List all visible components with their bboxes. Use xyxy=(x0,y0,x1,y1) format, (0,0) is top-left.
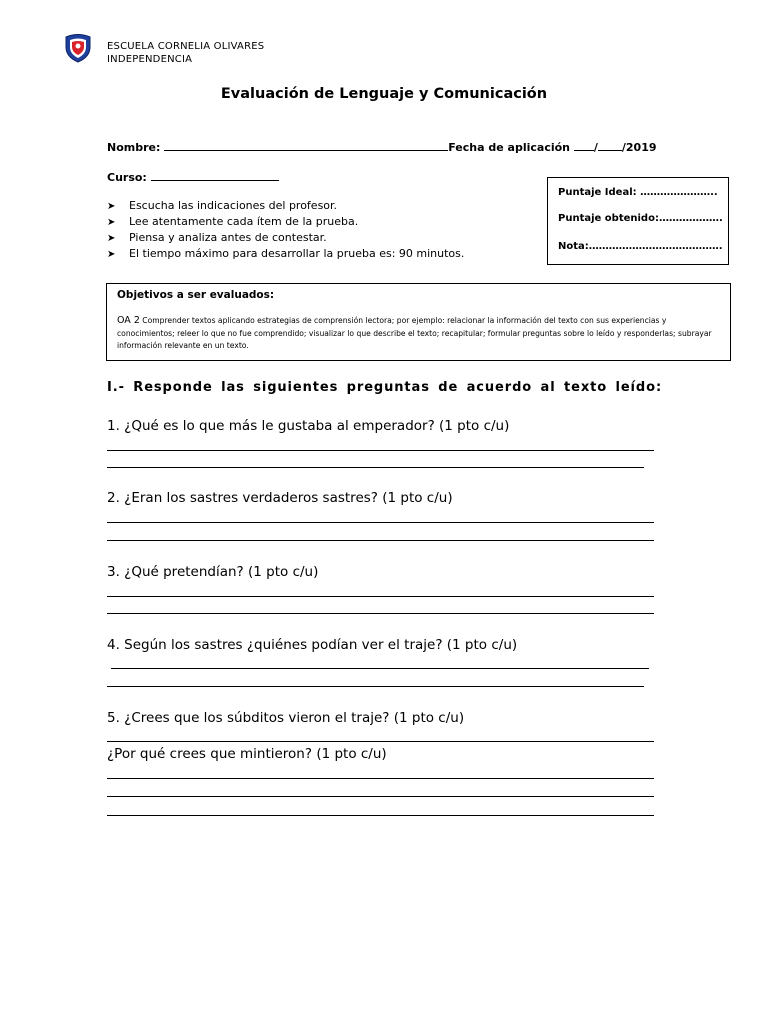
instruction-text: Escucha las indicaciones del profesor. xyxy=(129,199,338,212)
school-crest-icon xyxy=(64,33,92,63)
answer-line[interactable] xyxy=(107,522,654,523)
answer-line[interactable] xyxy=(107,815,654,816)
objectives-title: Objetivos a ser evaluados: xyxy=(117,289,275,301)
question-3: 3. ¿Qué pretendían? (1 pto c/u) xyxy=(107,564,319,580)
arrow-bullet-icon: ➤ xyxy=(107,233,116,244)
objective-description: Comprender textos aplicando estrategias de comprensión lectora; por ejemplo: relacionar la información del texto con sus experiencias y conocimientos; releer lo que no fue comprendido; visualizar lo que describe el texto; recapitular; formular preguntas sobre lo leído y responderlas; subrayar información relevante en un texto. xyxy=(117,316,712,350)
score-grade: Nota:…………………………………. xyxy=(558,241,723,252)
answer-line[interactable] xyxy=(107,596,654,597)
arrow-bullet-icon: ➤ xyxy=(107,201,116,212)
name-field[interactable] xyxy=(164,140,448,151)
answer-line[interactable] xyxy=(107,686,644,687)
page-title: Evaluación de Lenguaje y Comunicación xyxy=(220,86,548,102)
objective-code: OA 2 xyxy=(117,315,140,326)
course-field[interactable] xyxy=(151,170,279,181)
instruction-text: El tiempo máximo para desarrollar la prueba es: 90 minutos. xyxy=(129,247,465,260)
question-5b: ¿Por qué crees que mintieron? (1 pto c/u) xyxy=(107,746,387,762)
arrow-bullet-icon: ➤ xyxy=(107,217,116,228)
answer-line[interactable] xyxy=(107,467,644,468)
question-2: 2. ¿Eran los sastres verdaderos sastres? (1 pto c/u) xyxy=(107,490,453,506)
course-row xyxy=(107,170,279,184)
name-row xyxy=(107,140,657,154)
date-label: Fecha de aplicación xyxy=(448,141,570,154)
score-ideal: Puntaje Ideal: ………………….. xyxy=(558,187,718,198)
school-location: INDEPENDENCIA xyxy=(107,54,193,65)
question-4: 4. Según los sastres ¿quiénes podían ver el traje? (1 pto c/u) xyxy=(107,637,518,653)
instruction-item xyxy=(107,247,464,260)
answer-line[interactable] xyxy=(107,540,654,541)
answer-line[interactable] xyxy=(107,741,654,742)
answer-line[interactable] xyxy=(107,796,654,797)
answer-line[interactable] xyxy=(111,668,649,669)
answer-line[interactable] xyxy=(107,778,654,779)
course-label: Curso: xyxy=(107,171,147,184)
instruction-text: Lee atentamente cada ítem de la prueba. xyxy=(129,215,359,228)
instruction-text: Piensa y analiza antes de contestar. xyxy=(129,231,327,244)
date-month-field[interactable] xyxy=(598,140,622,151)
date-day-field[interactable] xyxy=(574,140,594,151)
objectives-text xyxy=(117,315,722,353)
school-name: ESCUELA CORNELIA OLIVARES xyxy=(107,41,265,52)
score-obtained: Puntaje obtenido:………………. xyxy=(558,213,723,224)
arrow-bullet-icon: ➤ xyxy=(107,249,116,260)
answer-line[interactable] xyxy=(107,450,654,451)
answer-line[interactable] xyxy=(107,613,654,614)
instruction-item xyxy=(107,231,327,244)
date-year: /2019 xyxy=(621,141,657,154)
question-5: 5. ¿Crees que los súbditos vieron el traje? (1 pto c/u) xyxy=(107,710,465,726)
objectives-box xyxy=(106,283,731,361)
question-1: 1. ¿Qué es lo que más le gustaba al emperador? (1 pto c/u) xyxy=(107,418,510,434)
section-title: I.- Responde las siguientes preguntas de acuerdo al texto leído: xyxy=(107,380,663,395)
instruction-item xyxy=(107,215,358,228)
score-box xyxy=(547,177,729,265)
date-separator: / xyxy=(593,141,598,154)
instruction-item xyxy=(107,199,337,212)
name-label: Nombre: xyxy=(107,141,161,154)
